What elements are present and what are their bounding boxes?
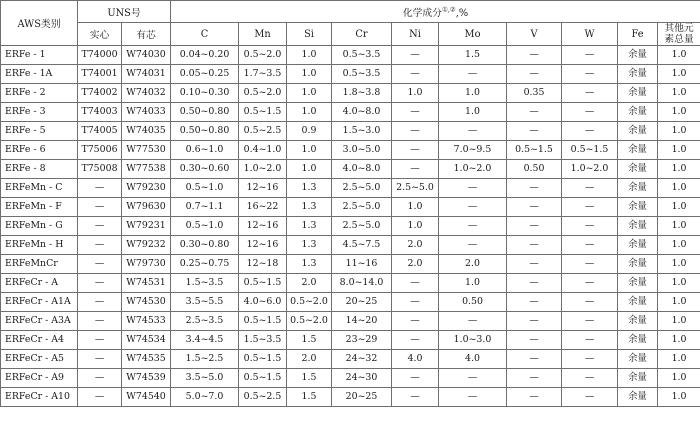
cell-ni: —	[392, 388, 439, 407]
table-row	[1, 312, 700, 331]
table-row	[1, 141, 700, 160]
cell-c: 5.0~7.0	[171, 388, 239, 407]
cell-mo: 1.0~3.0	[439, 331, 507, 350]
cell-si: 0.5~2.0	[287, 312, 332, 331]
table-row	[1, 217, 700, 236]
cell-cored: W74533	[122, 312, 171, 331]
cell-solid: T74003	[78, 103, 122, 122]
cell-fe: 余量	[618, 217, 658, 236]
cell-solid: —	[78, 293, 122, 312]
table-row	[1, 255, 700, 274]
cell-si: 1.3	[287, 179, 332, 198]
cell-cored: W77530	[122, 141, 171, 160]
cell-w: —	[562, 84, 618, 103]
cell-mo: 2.0	[439, 255, 507, 274]
cell-c: 0.6~1.0	[171, 141, 239, 160]
cell-other: 1.0	[658, 160, 700, 179]
cell-si: 0.5~2.0	[287, 293, 332, 312]
cell-si: 2.0	[287, 350, 332, 369]
composition-unit: ,%	[455, 7, 469, 19]
cell-w: —	[562, 331, 618, 350]
cell-fe: 余量	[618, 293, 658, 312]
cell-ni: 2.0	[392, 236, 439, 255]
cell-c: 0.7~1.1	[171, 198, 239, 217]
cell-cr: 4.0~8.0	[332, 103, 392, 122]
cell-mo: —	[439, 217, 507, 236]
cell-ni: 2.5~5.0	[392, 179, 439, 198]
cell-w: —	[562, 369, 618, 388]
table-row	[1, 122, 700, 141]
table-row	[1, 331, 700, 350]
element-header-mn: Mn	[239, 23, 287, 46]
cell-cr: 24~32	[332, 350, 392, 369]
cell-cored: W74035	[122, 122, 171, 141]
cell-mo: 7.0~9.5	[439, 141, 507, 160]
cell-mn: 0.5~1.5	[239, 312, 287, 331]
cell-c: 3.5~5.0	[171, 369, 239, 388]
cell-si: 1.0	[287, 103, 332, 122]
cell-c: 0.5~1.0	[171, 179, 239, 198]
cell-mn: 1.5~3.5	[239, 331, 287, 350]
cell-solid: —	[78, 388, 122, 407]
cell-fe: 余量	[618, 236, 658, 255]
aws-class-header: AWS类别	[1, 1, 78, 46]
element-header-c: C	[171, 23, 239, 46]
composition-footnote-marks: ①,②	[442, 5, 456, 14]
cell-fe: 余量	[618, 103, 658, 122]
cell-solid: T74001	[78, 65, 122, 84]
cell-v: —	[507, 46, 562, 65]
cell-other: 1.0	[658, 122, 700, 141]
cell-solid: —	[78, 312, 122, 331]
cell-fe: 余量	[618, 350, 658, 369]
cell-ni: —	[392, 65, 439, 84]
cell-v: —	[507, 65, 562, 84]
cell-aws: ERFeCr - A1A	[1, 293, 78, 312]
cell-v: —	[507, 388, 562, 407]
cell-fe: 余量	[618, 274, 658, 293]
cell-w: 0.5~1.5	[562, 141, 618, 160]
cell-solid: T75006	[78, 141, 122, 160]
cell-c: 0.04~0.20	[171, 46, 239, 65]
cell-si: 1.5	[287, 369, 332, 388]
cell-si: 1.3	[287, 217, 332, 236]
cell-cr: 11~16	[332, 255, 392, 274]
cell-mo: 0.50	[439, 293, 507, 312]
cell-solid: T74005	[78, 122, 122, 141]
other-total-line1: 其他元	[664, 23, 694, 34]
cell-cored: W74531	[122, 274, 171, 293]
header-row-1	[1, 1, 700, 23]
cell-other: 1.0	[658, 274, 700, 293]
cell-ni: —	[392, 274, 439, 293]
cell-si: 1.0	[287, 65, 332, 84]
cell-fe: 余量	[618, 198, 658, 217]
cell-ni: —	[392, 293, 439, 312]
cell-other: 1.0	[658, 198, 700, 217]
cell-ni: —	[392, 141, 439, 160]
cell-cored: W74539	[122, 369, 171, 388]
header-row-2	[1, 23, 700, 46]
cell-si: 1.3	[287, 198, 332, 217]
cell-solid: T74002	[78, 84, 122, 103]
cell-cored: W74032	[122, 84, 171, 103]
cell-si: 1.5	[287, 331, 332, 350]
cell-cr: 20~25	[332, 388, 392, 407]
cell-aws: ERFe - 1A	[1, 65, 78, 84]
cell-c: 0.30~0.60	[171, 160, 239, 179]
cell-ni: —	[392, 122, 439, 141]
cell-v: —	[507, 103, 562, 122]
cell-mn: 16~22	[239, 198, 287, 217]
cell-other: 1.0	[658, 84, 700, 103]
cell-other: 1.0	[658, 312, 700, 331]
cell-ni: —	[392, 160, 439, 179]
cell-aws: ERFeCr - A3A	[1, 312, 78, 331]
cell-cored: W74030	[122, 46, 171, 65]
cell-w: —	[562, 103, 618, 122]
cell-cr: 14~20	[332, 312, 392, 331]
cell-si: 1.0	[287, 46, 332, 65]
cell-c: 0.10~0.30	[171, 84, 239, 103]
cell-mn: 1.0~2.0	[239, 160, 287, 179]
cell-w: —	[562, 293, 618, 312]
cell-aws: ERFeMn - G	[1, 217, 78, 236]
cell-w: —	[562, 388, 618, 407]
cell-other: 1.0	[658, 331, 700, 350]
element-header-si: Si	[287, 23, 332, 46]
cell-w: —	[562, 236, 618, 255]
cell-ni: —	[392, 369, 439, 388]
table-row	[1, 198, 700, 217]
cell-fe: 余量	[618, 255, 658, 274]
cell-solid: —	[78, 198, 122, 217]
cell-mn: 12~16	[239, 217, 287, 236]
cell-w: —	[562, 274, 618, 293]
cell-mo: —	[439, 236, 507, 255]
cell-w: —	[562, 65, 618, 84]
cell-cr: 23~29	[332, 331, 392, 350]
cell-w: —	[562, 179, 618, 198]
table-row	[1, 84, 700, 103]
cell-mn: 0.5~2.5	[239, 122, 287, 141]
cell-mn: 0.5~1.5	[239, 350, 287, 369]
cell-mo: 1.0	[439, 274, 507, 293]
element-header-ni: Ni	[392, 23, 439, 46]
cell-other: 1.0	[658, 217, 700, 236]
table-body	[1, 46, 700, 407]
cell-si: 1.0	[287, 141, 332, 160]
cell-cored: W79630	[122, 198, 171, 217]
cell-cr: 20~25	[332, 293, 392, 312]
cell-si: 0.9	[287, 122, 332, 141]
table-row	[1, 293, 700, 312]
cell-c: 0.30~0.80	[171, 236, 239, 255]
cell-aws: ERFe - 2	[1, 84, 78, 103]
cell-fe: 余量	[618, 179, 658, 198]
cell-v: —	[507, 293, 562, 312]
cell-cr: 3.0~5.0	[332, 141, 392, 160]
cell-v: —	[507, 350, 562, 369]
cell-si: 1.0	[287, 160, 332, 179]
cell-c: 3.5~5.5	[171, 293, 239, 312]
cell-v: —	[507, 369, 562, 388]
cell-solid: —	[78, 179, 122, 198]
cell-ni: —	[392, 312, 439, 331]
cell-c: 0.50~0.80	[171, 103, 239, 122]
cell-ni: 4.0	[392, 350, 439, 369]
cell-aws: ERFe - 8	[1, 160, 78, 179]
cell-other: 1.0	[658, 236, 700, 255]
cell-cored: W79232	[122, 236, 171, 255]
cell-other: 1.0	[658, 388, 700, 407]
cell-cored: W77538	[122, 160, 171, 179]
cored-header: 有芯	[122, 23, 171, 46]
solid-header: 实心	[78, 23, 122, 46]
cell-mn: 0.5~1.5	[239, 274, 287, 293]
cell-c: 0.5~1.0	[171, 217, 239, 236]
cell-other: 1.0	[658, 65, 700, 84]
cell-other: 1.0	[658, 179, 700, 198]
cell-solid: —	[78, 236, 122, 255]
cell-other: 1.0	[658, 293, 700, 312]
cell-aws: ERFeMn - C	[1, 179, 78, 198]
cell-cr: 2.5~5.0	[332, 198, 392, 217]
cell-solid: —	[78, 274, 122, 293]
other-total-header	[658, 23, 700, 46]
cell-aws: ERFe - 6	[1, 141, 78, 160]
cell-ni: 1.0	[392, 84, 439, 103]
cell-solid: —	[78, 331, 122, 350]
cell-cr: 4.5~7.5	[332, 236, 392, 255]
cell-aws: ERFeMn - H	[1, 236, 78, 255]
cell-fe: 余量	[618, 46, 658, 65]
cell-mo: 1.0	[439, 103, 507, 122]
cell-other: 1.0	[658, 141, 700, 160]
cell-cr: 0.5~3.5	[332, 46, 392, 65]
cell-ni: —	[392, 331, 439, 350]
cell-ni: 1.0	[392, 217, 439, 236]
cell-w: —	[562, 255, 618, 274]
cell-cr: 1.8~3.8	[332, 84, 392, 103]
cell-v: —	[507, 331, 562, 350]
cell-cr: 0.5~3.5	[332, 65, 392, 84]
cell-mo: 1.0	[439, 84, 507, 103]
cell-ni: 2.0	[392, 255, 439, 274]
cell-aws: ERFeMnCr	[1, 255, 78, 274]
cell-w: —	[562, 46, 618, 65]
cell-si: 1.3	[287, 236, 332, 255]
cell-aws: ERFe - 1	[1, 46, 78, 65]
table-row	[1, 65, 700, 84]
cell-mn: 0.5~1.5	[239, 103, 287, 122]
cell-mn: 4.0~6.0	[239, 293, 287, 312]
cell-fe: 余量	[618, 331, 658, 350]
cell-cr: 2.5~5.0	[332, 217, 392, 236]
uns-header: UNS号	[78, 1, 171, 23]
cell-aws: ERFeCr - A4	[1, 331, 78, 350]
cell-mn: 1.7~3.5	[239, 65, 287, 84]
cell-cr: 1.5~3.0	[332, 122, 392, 141]
table-row	[1, 179, 700, 198]
cell-ni: 1.0	[392, 198, 439, 217]
table-row	[1, 350, 700, 369]
cell-v: —	[507, 236, 562, 255]
cell-cored: W74535	[122, 350, 171, 369]
cell-mn: 0.5~2.0	[239, 84, 287, 103]
cell-si: 2.0	[287, 274, 332, 293]
cell-cr: 2.5~5.0	[332, 179, 392, 198]
cell-solid: —	[78, 350, 122, 369]
cell-v: —	[507, 312, 562, 331]
cell-cored: W74540	[122, 388, 171, 407]
element-header-fe: Fe	[618, 23, 658, 46]
cell-c: 0.05~0.25	[171, 65, 239, 84]
cell-mn: 12~16	[239, 236, 287, 255]
cell-fe: 余量	[618, 369, 658, 388]
cell-fe: 余量	[618, 122, 658, 141]
cell-other: 1.0	[658, 369, 700, 388]
cell-cored: W74534	[122, 331, 171, 350]
cell-mn: 12~16	[239, 179, 287, 198]
element-header-w: W	[562, 23, 618, 46]
cell-v: —	[507, 274, 562, 293]
element-header-cr: Cr	[332, 23, 392, 46]
cell-cr: 4.0~8.0	[332, 160, 392, 179]
cell-mo: —	[439, 312, 507, 331]
cell-cored: W79730	[122, 255, 171, 274]
cell-c: 1.5~2.5	[171, 350, 239, 369]
composition-label: 化学成分	[402, 7, 443, 19]
cell-v: —	[507, 122, 562, 141]
cell-cr: 24~30	[332, 369, 392, 388]
cell-w: —	[562, 350, 618, 369]
cell-fe: 余量	[618, 84, 658, 103]
cell-fe: 余量	[618, 65, 658, 84]
cell-c: 1.5~3.5	[171, 274, 239, 293]
table-row	[1, 103, 700, 122]
cell-solid: —	[78, 255, 122, 274]
cell-si: 1.5	[287, 388, 332, 407]
cell-v: —	[507, 255, 562, 274]
cell-aws: ERFeCr - A9	[1, 369, 78, 388]
table-row	[1, 274, 700, 293]
cell-w: —	[562, 198, 618, 217]
cell-v: 0.35	[507, 84, 562, 103]
cell-fe: 余量	[618, 312, 658, 331]
cell-mo: 1.5	[439, 46, 507, 65]
cell-cored: W74033	[122, 103, 171, 122]
cell-solid: —	[78, 369, 122, 388]
cell-mo: —	[439, 369, 507, 388]
cell-mn: 0.5~2.5	[239, 388, 287, 407]
cell-mn: 12~18	[239, 255, 287, 274]
cell-mo: —	[439, 388, 507, 407]
cell-aws: ERFe - 3	[1, 103, 78, 122]
cell-c: 3.4~4.5	[171, 331, 239, 350]
table-row	[1, 160, 700, 179]
cell-c: 0.25~0.75	[171, 255, 239, 274]
cell-mo: —	[439, 65, 507, 84]
cell-mn: 0.5~2.0	[239, 46, 287, 65]
table-row	[1, 46, 700, 65]
cell-mn: 0.5~1.5	[239, 369, 287, 388]
cell-solid: T75008	[78, 160, 122, 179]
cell-solid: T74000	[78, 46, 122, 65]
cell-mo: —	[439, 179, 507, 198]
cell-mn: 0.4~1.0	[239, 141, 287, 160]
cell-mo: —	[439, 122, 507, 141]
cell-solid: —	[78, 217, 122, 236]
cell-w: 1.0~2.0	[562, 160, 618, 179]
cell-aws: ERFeMn - F	[1, 198, 78, 217]
cell-cored: W74031	[122, 65, 171, 84]
element-header-mo: Mo	[439, 23, 507, 46]
cell-cored: W79230	[122, 179, 171, 198]
table-row	[1, 369, 700, 388]
composition-header	[171, 1, 700, 23]
cell-aws: ERFe - 5	[1, 122, 78, 141]
cell-w: —	[562, 312, 618, 331]
cell-ni: —	[392, 46, 439, 65]
cell-w: —	[562, 122, 618, 141]
cell-other: 1.0	[658, 255, 700, 274]
cell-mo: —	[439, 198, 507, 217]
table-row	[1, 388, 700, 407]
cell-mo: 4.0	[439, 350, 507, 369]
cell-fe: 余量	[618, 160, 658, 179]
cell-si: 1.3	[287, 255, 332, 274]
cell-aws: ERFeCr - A5	[1, 350, 78, 369]
cell-c: 0.50~0.80	[171, 122, 239, 141]
cell-fe: 余量	[618, 388, 658, 407]
cell-ni: —	[392, 103, 439, 122]
cell-other: 1.0	[658, 350, 700, 369]
cell-v: —	[507, 217, 562, 236]
cell-v: 0.5~1.5	[507, 141, 562, 160]
cell-aws: ERFeCr - A10	[1, 388, 78, 407]
cell-cr: 8.0~14.0	[332, 274, 392, 293]
cell-w: —	[562, 217, 618, 236]
cell-fe: 余量	[618, 141, 658, 160]
cell-other: 1.0	[658, 46, 700, 65]
element-header-v: V	[507, 23, 562, 46]
cell-cored: W74530	[122, 293, 171, 312]
cell-v: 0.50	[507, 160, 562, 179]
cell-v: —	[507, 198, 562, 217]
cell-si: 1.0	[287, 84, 332, 103]
table-row	[1, 236, 700, 255]
cell-v: —	[507, 179, 562, 198]
cell-mo: 1.0~2.0	[439, 160, 507, 179]
other-total-line2: 素总量	[664, 34, 694, 45]
cell-c: 2.5~3.5	[171, 312, 239, 331]
cell-other: 1.0	[658, 103, 700, 122]
cell-cored: W79231	[122, 217, 171, 236]
cell-aws: ERFeCr - A	[1, 274, 78, 293]
